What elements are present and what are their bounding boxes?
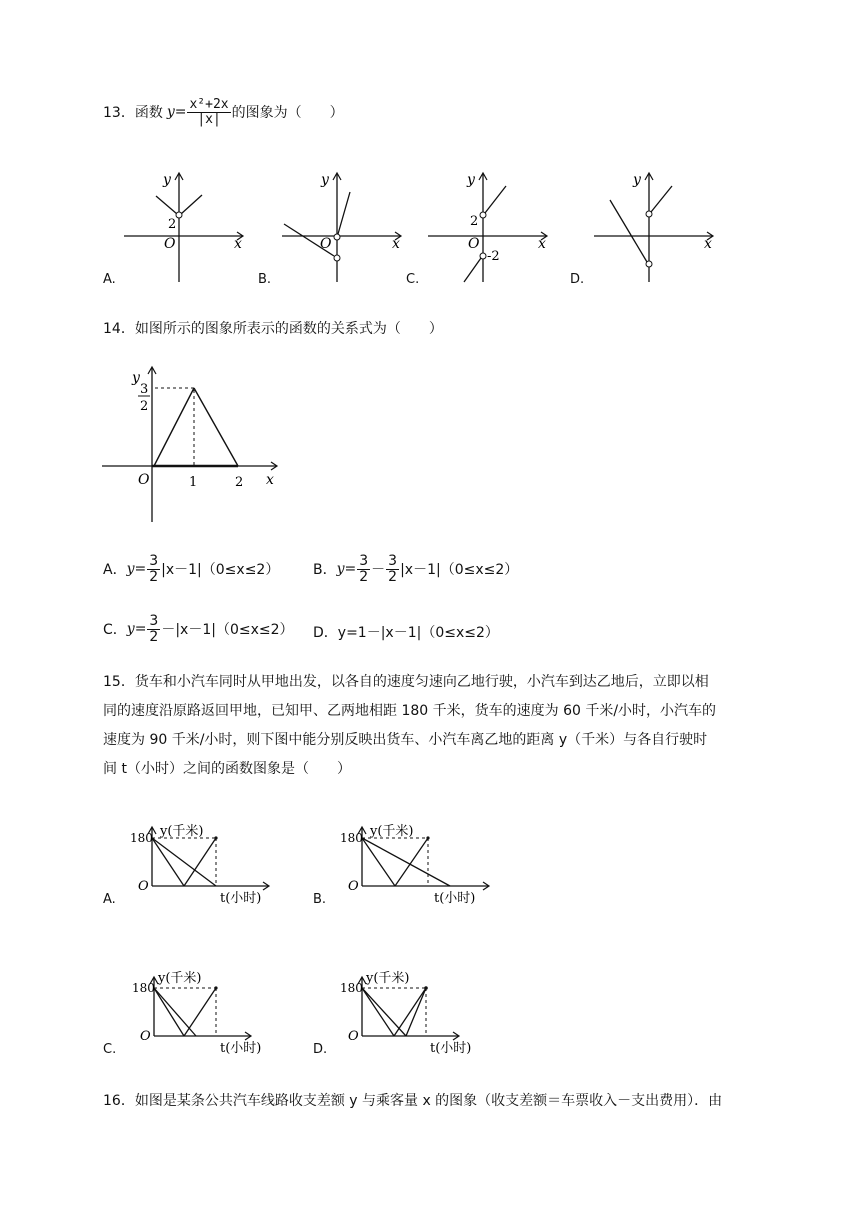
q15b-180-label: 180 [340, 831, 363, 845]
q15a-origin-label: O [138, 879, 149, 894]
q16-stem: 16．如图是某条公共汽车线路收支差额 y 与乘客量 x 的图象（收支差额＝车票收入－支出费用）．由 [103, 1093, 723, 1109]
q13a-right-line [181, 195, 202, 214]
q14-option-a-pre: y= [126, 561, 147, 578]
q14-stem: 14．如图所示的图象所表示的函数的关系式为（ ） [103, 321, 443, 337]
q13-stem [103, 98, 344, 126]
q15d-y-label: y(千米) [366, 971, 410, 986]
q13a-x-label: x [234, 236, 242, 252]
q15-line-1: 15．货车和小汽车同时从甲地出发，以各自的速度匀速向乙地行驶，小汽车到达乙地后，立即以相 [103, 674, 709, 690]
q15b-truck-line [362, 838, 450, 886]
q15-option-d: D. [313, 1042, 328, 1057]
q15a-t-label: t(小时) [220, 891, 262, 906]
q13b-open-point-bottom [334, 255, 340, 261]
q14-option-c-post: －|x－1|（0≤x≤2） [161, 622, 294, 639]
q13b-origin-label: O [320, 236, 332, 252]
q13d-x-label: x [704, 236, 712, 252]
q15-option-a: A. [103, 892, 116, 907]
q15b-origin-label: O [348, 879, 359, 894]
q14-falling-line [194, 388, 238, 466]
q13-number: 13．函数 [103, 105, 163, 122]
q15d-car-go [362, 988, 394, 1036]
q15c-car-return [184, 988, 216, 1036]
q13b-right-line [338, 192, 350, 234]
q15d-180-label: 180 [340, 981, 363, 995]
q13c-left-line [464, 258, 481, 282]
q15c-car-go [154, 988, 184, 1036]
q13d-left-line [610, 200, 647, 262]
q14-option-c-fraction [147, 614, 160, 644]
q14-option-b-num1: 3 [359, 553, 369, 569]
q14-option-b-post: |x－1|（0≤x≤2） [400, 562, 519, 579]
q14-option-b-pre: y= [336, 561, 357, 578]
q14-option-b-label: B． [313, 562, 337, 579]
q13c-x-label: x [538, 236, 546, 252]
q13c-neg2-label: -2 [487, 249, 500, 264]
q14-option-c-den: 2 [149, 628, 159, 645]
q13-option-b: B. [258, 272, 272, 287]
q13-frac-numerator: x²+2x [189, 97, 229, 112]
q13-graph-a [120, 168, 250, 286]
q14-option-c-num: 3 [149, 613, 159, 629]
q15c-y-label: y(千米) [158, 971, 202, 986]
q13-option-d: D. [570, 272, 585, 287]
q13d-open-point-top [646, 211, 652, 217]
q14-option-a-post: |x－1|（0≤x≤2） [161, 562, 280, 579]
q15-graph-d [340, 968, 510, 1060]
q15a-y-label: y(千米) [160, 824, 204, 839]
q15b-car-go [362, 838, 395, 886]
q13-option-c: C. [406, 272, 420, 287]
q15a-car-go [152, 838, 184, 886]
q15-graph-b [340, 818, 510, 910]
q14-option-a-num: 3 [149, 553, 159, 569]
q13a-left-line [156, 196, 177, 214]
q13c-two-label: 2 [470, 214, 479, 229]
q15-line-3: 速度为 90 千米/小时，则下图中能分别反映出货车、小汽车离乙地的距离 y（千米）与各自行驶时 [103, 732, 708, 748]
q13-tail: 的图象为（ ） [231, 105, 344, 122]
q13d-y-label: y [633, 172, 641, 188]
q13-fraction [187, 98, 230, 126]
q15-line-4: 间 t（小时）之间的函数图象是（ ） [103, 761, 351, 777]
q15-graph-a [130, 818, 290, 910]
q13d-open-point-bottom [646, 261, 652, 267]
q13c-open-point-bottom [480, 253, 486, 259]
q13-graph-b [278, 168, 408, 286]
q13-eq: = [174, 104, 187, 121]
q14-option-c [103, 614, 294, 644]
q14-option-c-label: C． [103, 622, 127, 639]
q14-option-a-label: A． [103, 562, 127, 579]
q15a-180-label: 180 [130, 831, 153, 845]
q14-option-a-den: 2 [149, 568, 159, 585]
q15d-origin-label: O [348, 1029, 359, 1044]
q15c-t-label: t(小时) [220, 1041, 262, 1056]
q14-option-b-num2: 3 [388, 553, 398, 569]
q14-tick-two: 2 [235, 475, 244, 490]
q13-option-a: A. [103, 272, 116, 287]
q14-origin-label: O [138, 472, 150, 488]
q14-option-b-mid: － [371, 562, 386, 579]
q13c-open-point-top [480, 212, 486, 218]
q15d-t-label: t(小时) [430, 1041, 472, 1056]
q14-x-label: x [266, 472, 274, 488]
q14-option-b-fraction-1 [357, 554, 370, 584]
q15c-truck-line [154, 988, 196, 1036]
q14-y-label: y [132, 370, 140, 386]
q14-option-b-fraction-2 [386, 554, 399, 584]
q15b-y-label: y(千米) [370, 824, 414, 839]
q14-option-c-pre: y= [126, 621, 147, 638]
q15-graph-c [132, 968, 292, 1060]
q15c-origin-label: O [140, 1029, 151, 1044]
q15-option-c: C. [103, 1042, 117, 1057]
q15d-truck-return [406, 988, 426, 1036]
q13b-open-point-top [334, 234, 340, 240]
q13-graph-d [590, 168, 720, 286]
q14-option-a-fraction [147, 554, 160, 584]
q13-y: y [166, 104, 175, 121]
q14-option-a [103, 554, 279, 584]
q15a-truck-line [152, 838, 216, 886]
q15-line-2: 同的速度沿原路返回甲地，已知甲、乙两地相距 180 千米，货车的速度为 60 千米/小时，小汽车的 [103, 703, 717, 719]
q15a-car-return [184, 838, 216, 886]
q14-tick-three: 3 [140, 382, 149, 397]
q13-frac-denominator: |x| [197, 111, 221, 127]
q14-option-b [313, 554, 518, 584]
q15c-180-label: 180 [132, 981, 155, 995]
q13-graph-c [424, 168, 554, 286]
q13a-two-label: 2 [168, 217, 177, 232]
q15b-car-return [395, 838, 428, 886]
q13c-y-label: y [467, 172, 475, 188]
q13b-y-label: y [321, 172, 329, 188]
q14-option-b-den2: 2 [388, 568, 398, 585]
q14-option-b-den1: 2 [359, 568, 369, 585]
q14-graph [98, 362, 288, 526]
q13a-open-point [176, 212, 182, 218]
q15-stem [103, 668, 763, 784]
q13d-right-line [651, 186, 672, 212]
q15-option-b: B. [313, 892, 327, 907]
q14-option-d: D．y=1－|x－1|（0≤x≤2） [313, 625, 499, 641]
q13c-right-line [485, 186, 506, 213]
q13c-origin-label: O [468, 236, 480, 252]
q14-rising-line [154, 388, 194, 466]
q13a-y-label: y [163, 172, 171, 188]
q15d-car-return [394, 988, 426, 1036]
q15b-t-label: t(小时) [434, 891, 476, 906]
q14-tick-one: 1 [189, 475, 198, 490]
q14-tick-two-den: 2 [140, 399, 149, 414]
q13b-x-label: x [392, 236, 400, 252]
q13a-origin-label: O [164, 236, 176, 252]
